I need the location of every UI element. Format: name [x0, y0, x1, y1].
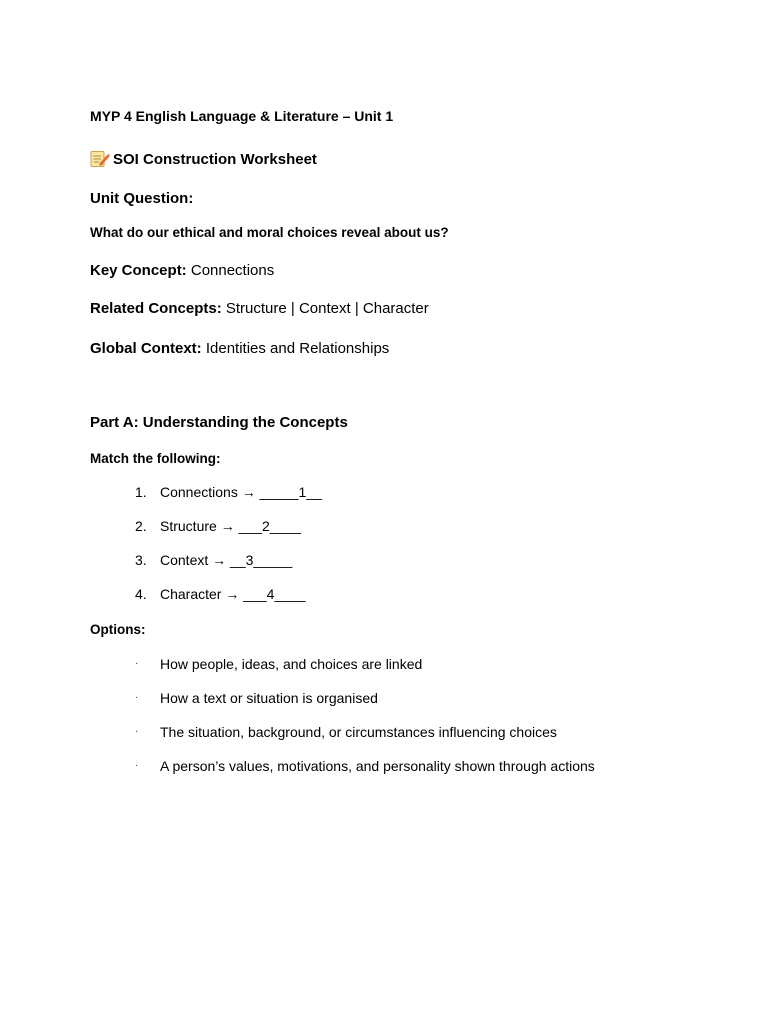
related-concepts-value: Structure | Context | Character — [225, 300, 429, 317]
global-context-value: Identities and Relationships — [205, 340, 390, 357]
worksheet-title: SOI Construction Worksheet — [113, 150, 317, 168]
bullet-icon: · — [135, 658, 139, 669]
match-item — [0, 586, 768, 606]
option-text: A person’s values, motivations, and personality shown through actions — [160, 758, 595, 774]
unit-question-label: Unit Question: — [90, 190, 194, 207]
match-number: 4. — [135, 586, 147, 602]
unit-question-text: What do our ethical and moral choices reveal about us? — [90, 225, 449, 240]
option-item — [0, 656, 768, 676]
match-text: Structure → ___2____ — [160, 518, 301, 534]
options-label: Options: — [90, 622, 146, 637]
option-item — [0, 724, 768, 744]
memo-icon — [90, 150, 110, 168]
part-a-heading: Part A: Understanding the Concepts — [90, 414, 348, 431]
key-concept-value: Connections — [190, 262, 275, 279]
related-concepts — [90, 300, 429, 317]
course-title: MYP 4 English Language & Literature – Unit 1 — [90, 108, 394, 124]
match-text: Character → ___4____ — [160, 586, 306, 602]
match-text: Connections → _____1__ — [160, 484, 322, 500]
match-item — [0, 518, 768, 538]
option-text: How a text or situation is organised — [160, 690, 378, 706]
match-text: Context → __3_____ — [160, 552, 293, 568]
global-context-label: Global Context: — [90, 340, 202, 357]
match-number: 3. — [135, 552, 147, 568]
worksheet-title-row — [90, 150, 317, 168]
option-text: The situation, background, or circumstances influencing choices — [160, 724, 557, 740]
related-concepts-label: Related Concepts: — [90, 300, 222, 317]
match-item — [0, 484, 768, 504]
option-item — [0, 758, 768, 778]
key-concept — [90, 262, 274, 279]
key-concept-label: Key Concept: — [90, 262, 187, 279]
match-item — [0, 552, 768, 572]
match-number: 1. — [135, 484, 147, 500]
bullet-icon: · — [135, 760, 139, 771]
option-text: How people, ideas, and choices are linked — [160, 656, 423, 672]
bullet-icon: · — [135, 726, 139, 737]
option-item — [0, 690, 768, 710]
global-context — [90, 340, 389, 357]
match-label: Match the following: — [90, 451, 221, 466]
bullet-icon: · — [135, 692, 139, 703]
match-number: 2. — [135, 518, 147, 534]
